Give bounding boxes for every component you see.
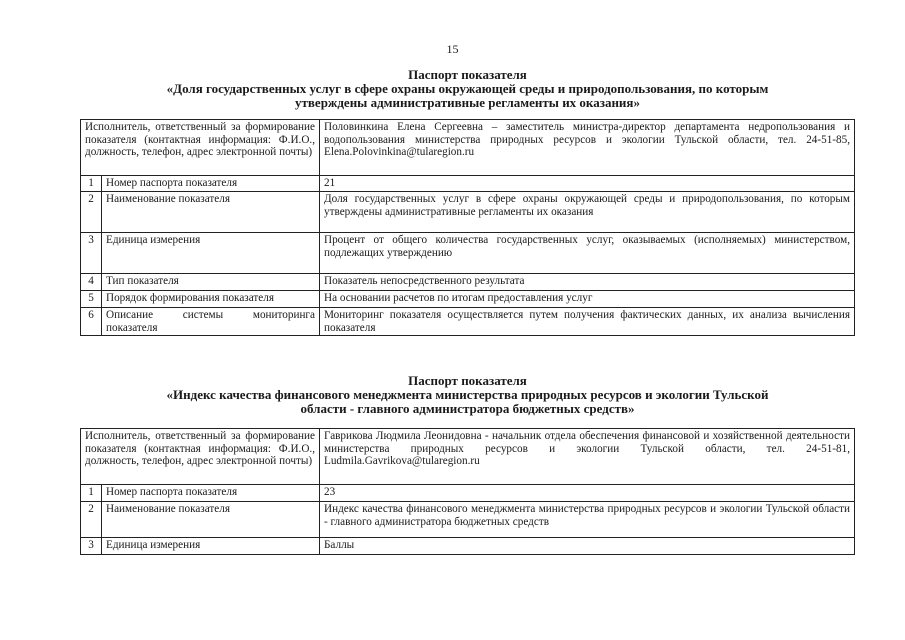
row-label: Единица измерения <box>102 233 320 274</box>
row-value: Процент от общего количества государственных услуг, оказываемых (исполняемых) министерством, подлежащих утверждению <box>320 233 855 274</box>
table-row <box>81 538 855 555</box>
table-row <box>81 308 855 336</box>
row-number: 6 <box>81 308 102 336</box>
passport-2-table <box>80 428 855 555</box>
executor-value: Половинкина Елена Сергеевна – заместитель министра-директор департамента недропользования и водопользования министерства природных ресурсов и экологии Тульской области, тел. 24-51-85, Elena.Polovinkina@tularegion.ru <box>320 120 855 176</box>
table-row <box>81 233 855 274</box>
row-number: 2 <box>81 192 102 233</box>
row-label: Единица измерения <box>102 538 320 555</box>
passport-1-table <box>80 119 855 336</box>
table-row <box>81 429 855 485</box>
table-row <box>81 192 855 233</box>
row-value: На основании расчетов по итогам предоставления услуг <box>320 291 855 308</box>
row-number: 3 <box>81 233 102 274</box>
passport-2-title-line: Паспорт показателя <box>408 373 527 388</box>
row-value: Индекс качества финансового менеджмента министерства природных ресурсов и экологии Тульской области - главного администратора бюджетных средств <box>320 502 855 538</box>
table-row <box>81 291 855 308</box>
row-label: Номер паспорта показателя <box>102 176 320 192</box>
page-number: 15 <box>446 42 459 56</box>
table-row <box>81 274 855 291</box>
passport-1-title-line: Паспорт показателя <box>408 67 527 82</box>
row-label: Порядок формирования показателя <box>102 291 320 308</box>
row-number: 3 <box>81 538 102 555</box>
table-row <box>81 176 855 192</box>
passport-2-title-line: «Индекс качества финансового менеджмента министерства природных ресурсов и экологии Тульской <box>166 387 769 402</box>
table-row <box>81 502 855 538</box>
row-value: Баллы <box>320 538 855 555</box>
row-number: 4 <box>81 274 102 291</box>
executor-label: Исполнитель, ответственный за формирование показателя (контактная информация: Ф.И.О., должность, телефон, адрес электронной почты) <box>81 120 320 176</box>
row-number: 2 <box>81 502 102 538</box>
row-label: Тип показателя <box>102 274 320 291</box>
passport-2-title <box>80 374 855 416</box>
row-label: Номер паспорта показателя <box>102 485 320 502</box>
table-row <box>81 120 855 176</box>
row-value: 23 <box>320 485 855 502</box>
passport-2-title-line: области - главного администратора бюджетных средств» <box>300 401 635 416</box>
row-value: Мониторинг показателя осуществляется путем получения фактических данных, их анализа вычисления показателя <box>320 308 855 336</box>
passport-1-title <box>80 68 855 110</box>
row-value: 21 <box>320 176 855 192</box>
executor-value: Гаврикова Людмила Леонидовна - начальник отдела обеспечения финансовой и хозяйственной деятельности министерства природных ресурсов и экологии Тульской области, тел. 24-51-81, Ludmila.Gavrikova@tularegion.ru <box>320 429 855 485</box>
row-label: Наименование показателя <box>102 192 320 233</box>
row-number: 1 <box>81 485 102 502</box>
table-row <box>81 485 855 502</box>
row-value: Показатель непосредственного результата <box>320 274 855 291</box>
passport-1-title-line: утверждены административные регламенты их оказания» <box>295 95 640 110</box>
row-value: Доля государственных услуг в сфере охраны окружающей среды и природопользования, по которым утверждены административные регламенты их оказания <box>320 192 855 233</box>
row-label: Наименование показателя <box>102 502 320 538</box>
passport-1-title-line: «Доля государственных услуг в сфере охраны окружающей среды и природопользования, по которым <box>166 81 769 96</box>
row-number: 5 <box>81 291 102 308</box>
row-label: Описание системы мониторинга показателя <box>102 308 320 336</box>
executor-label: Исполнитель, ответственный за формирование показателя (контактная информация: Ф.И.О., должность, телефон, адрес электронной почты) <box>81 429 320 485</box>
row-number: 1 <box>81 176 102 192</box>
